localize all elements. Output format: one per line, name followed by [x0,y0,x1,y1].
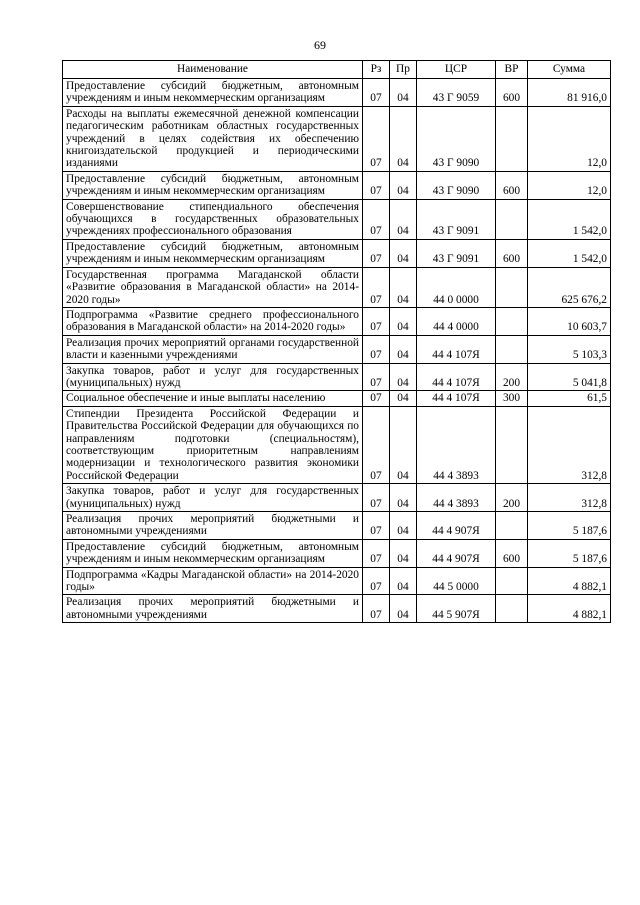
cell-rz: 07 [363,239,390,267]
cell-pr: 04 [390,567,417,595]
budget-table [62,60,611,623]
cell-csr: 44 4 907Я [417,512,496,540]
cell-name: Государственная программа Магаданской области «Развитие образования в Магаданской области» на 2014-2020 годы» [63,267,363,307]
cell-pr: 04 [390,484,417,512]
table-row [63,391,611,406]
table-row [63,106,611,171]
cell-pr: 04 [390,391,417,406]
cell-csr: 44 4 107Я [417,363,496,391]
cell-sum: 61,5 [528,391,611,406]
cell-csr: 44 4 107Я [417,391,496,406]
table-row [63,539,611,567]
table-row [63,307,611,335]
cell-vr [496,512,528,540]
cell-rz: 07 [363,363,390,391]
cell-sum: 5 103,3 [528,335,611,363]
table-row [63,199,611,239]
cell-vr [496,307,528,335]
cell-csr: 43 Г 9059 [417,79,496,107]
column-header-sum: Сумма [528,61,611,79]
cell-sum: 5 041,8 [528,363,611,391]
cell-name: Реализация прочих мероприятий органами государственной власти и казенными учреждениями [63,335,363,363]
cell-sum: 5 187,6 [528,539,611,567]
cell-name: Реализация прочих мероприятий бюджетными и автономными учреждениями [63,512,363,540]
cell-sum: 4 882,1 [528,567,611,595]
table-row [63,363,611,391]
cell-vr: 600 [496,239,528,267]
cell-pr: 04 [390,335,417,363]
column-header-pr: Пр [390,61,417,79]
cell-name: Реализация прочих мероприятий бюджетными и автономными учреждениями [63,595,363,623]
table-row [63,406,611,483]
cell-sum: 81 916,0 [528,79,611,107]
cell-vr: 200 [496,484,528,512]
cell-pr: 04 [390,106,417,171]
page-number: 69 [314,38,326,52]
cell-csr: 43 Г 9090 [417,171,496,199]
cell-rz: 07 [363,484,390,512]
cell-vr: 600 [496,539,528,567]
cell-csr: 44 0 0000 [417,267,496,307]
cell-pr: 04 [390,267,417,307]
cell-rz: 07 [363,539,390,567]
cell-rz: 07 [363,512,390,540]
cell-sum: 1 542,0 [528,239,611,267]
cell-vr [496,567,528,595]
table-row [63,567,611,595]
cell-rz: 07 [363,406,390,483]
cell-name: Закупка товаров, работ и услуг для государственных (муниципальных) нужд [63,484,363,512]
cell-sum: 4 882,1 [528,595,611,623]
cell-vr [496,406,528,483]
cell-vr: 200 [496,363,528,391]
cell-csr: 44 4 0000 [417,307,496,335]
cell-csr: 43 Г 9090 [417,106,496,171]
cell-name: Предоставление субсидий бюджетным, автономным учреждениям и иным некоммерческим организациям [63,79,363,107]
column-header-rz: Рз [363,61,390,79]
cell-pr: 04 [390,239,417,267]
column-header-name: Наименование [63,61,363,79]
cell-vr: 600 [496,79,528,107]
cell-name: Расходы на выплаты ежемесячной денежной компенсации педагогическим работникам областных государственных учреждений в целях содействия их обеспечению книгоиздательской продукцией и периодическими изданиями [63,106,363,171]
cell-pr: 04 [390,512,417,540]
cell-vr [496,595,528,623]
cell-rz: 07 [363,391,390,406]
cell-vr: 300 [496,391,528,406]
cell-name: Совершенствование стипендиального обеспечения обучающихся в государственных образовательных учреждениях профессионального образования [63,199,363,239]
cell-rz: 07 [363,595,390,623]
cell-vr [496,199,528,239]
column-header-vr: ВР [496,61,528,79]
cell-csr: 44 5 907Я [417,595,496,623]
cell-rz: 07 [363,267,390,307]
cell-sum: 1 542,0 [528,199,611,239]
cell-pr: 04 [390,595,417,623]
cell-name: Предоставление субсидий бюджетным, автономным учреждениям и иным некоммерческим организациям [63,239,363,267]
cell-vr [496,267,528,307]
cell-pr: 04 [390,539,417,567]
cell-sum: 625 676,2 [528,267,611,307]
cell-csr: 44 4 907Я [417,539,496,567]
cell-csr: 44 4 3893 [417,406,496,483]
cell-sum: 10 603,7 [528,307,611,335]
cell-rz: 07 [363,79,390,107]
cell-name: Подпрограмма «Кадры Магаданской области» на 2014-2020 годы» [63,567,363,595]
cell-sum: 5 187,6 [528,512,611,540]
cell-name: Подпрограмма «Развитие среднего профессионального образования в Магаданской области» на 2014-2020 годы» [63,307,363,335]
cell-rz: 07 [363,307,390,335]
cell-pr: 04 [390,79,417,107]
cell-rz: 07 [363,106,390,171]
cell-pr: 04 [390,171,417,199]
cell-pr: 04 [390,199,417,239]
cell-rz: 07 [363,567,390,595]
column-header-csr: ЦСР [417,61,496,79]
table-row [63,171,611,199]
cell-vr: 600 [496,171,528,199]
cell-name: Социальное обеспечение и иные выплаты населению [63,391,363,406]
table-row [63,267,611,307]
cell-sum: 12,0 [528,106,611,171]
table-row [63,595,611,623]
cell-csr: 43 Г 9091 [417,199,496,239]
cell-rz: 07 [363,199,390,239]
cell-sum: 12,0 [528,171,611,199]
cell-csr: 44 5 0000 [417,567,496,595]
cell-csr: 44 4 107Я [417,335,496,363]
cell-pr: 04 [390,307,417,335]
cell-csr: 44 4 3893 [417,484,496,512]
cell-name: Предоставление субсидий бюджетным, автономным учреждениям и иным некоммерческим организациям [63,539,363,567]
cell-rz: 07 [363,335,390,363]
cell-csr: 43 Г 9091 [417,239,496,267]
table-row [63,79,611,107]
cell-sum: 312,8 [528,484,611,512]
cell-vr [496,106,528,171]
cell-rz: 07 [363,171,390,199]
table-row [63,335,611,363]
table-row [63,484,611,512]
cell-name: Закупка товаров, работ и услуг для государственных (муниципальных) нужд [63,363,363,391]
cell-pr: 04 [390,406,417,483]
cell-name: Стипендии Президента Российской Федерации и Правительства Российской Федерации для обучающихся по направлениям подготовки (специальностям), соответствующим приоритетным направлениям модернизации и технологического развития экономики Российской Федерации [63,406,363,483]
cell-pr: 04 [390,363,417,391]
table-row [63,512,611,540]
table-header-row [63,61,611,79]
table-body [63,79,611,623]
cell-name: Предоставление субсидий бюджетным, автономным учреждениям и иным некоммерческим организациям [63,171,363,199]
table-row [63,239,611,267]
cell-sum: 312,8 [528,406,611,483]
cell-vr [496,335,528,363]
